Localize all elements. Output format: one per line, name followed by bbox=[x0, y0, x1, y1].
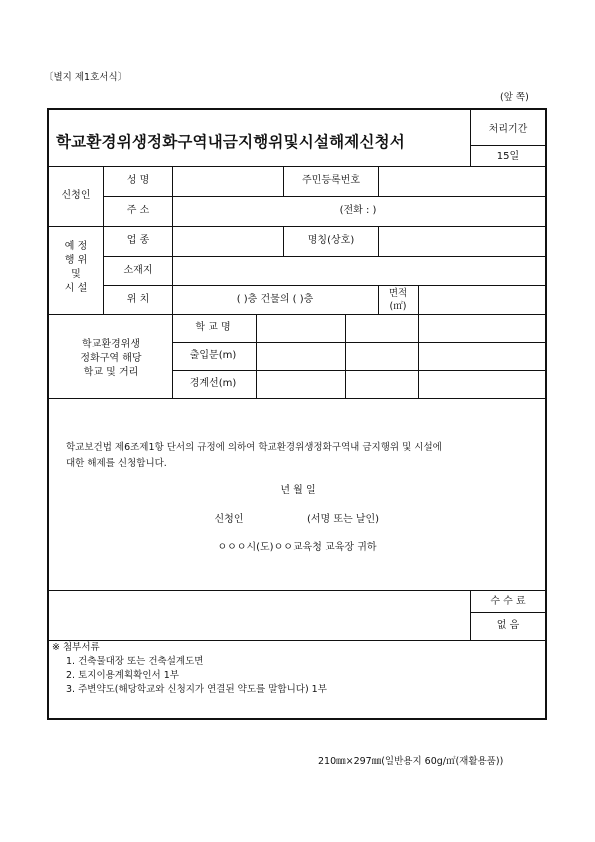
school-name-field-1[interactable] bbox=[258, 316, 343, 340]
form-title: 학교환경위생정화구역내금지행위및시설해제신청서 bbox=[56, 133, 405, 151]
business-name-label: 명칭(상호) bbox=[307, 235, 355, 246]
boundary-distance-field-3[interactable] bbox=[420, 372, 544, 396]
school-name-field-2[interactable] bbox=[347, 316, 416, 340]
statement-line-1: 학교보건법 제6조제1항 단서의 규정에 의하여 학교환경위생정화구역내 금지행위 및 시설에 bbox=[66, 442, 442, 453]
business-name-field[interactable] bbox=[380, 228, 544, 254]
facility-section-label: 예 정 행 위 및 시 설 bbox=[64, 241, 88, 294]
location-field[interactable] bbox=[174, 258, 544, 283]
form-code: 〔별지 제1호서식〕 bbox=[44, 72, 128, 83]
processing-period-value: 15일 bbox=[496, 151, 520, 162]
addressee: ㅇㅇㅇ시(도)ㅇㅇ교육청 교육장 귀하 bbox=[217, 542, 377, 553]
attachment-item: 2. 토지이용계획확인서 1부 bbox=[66, 670, 179, 681]
applicant-id-field[interactable] bbox=[380, 168, 544, 194]
gate-distance-field-1[interactable] bbox=[258, 344, 343, 368]
attachment-item: 1. 건축물대장 또는 건축설계도면 bbox=[66, 656, 204, 667]
applicant-name-field[interactable] bbox=[174, 168, 281, 194]
applicant-name-label: 성 명 bbox=[126, 175, 150, 186]
position-label: 위 치 bbox=[126, 294, 150, 305]
boundary-distance-field-1[interactable] bbox=[258, 372, 343, 396]
attachments-heading: ※ 첨부서류 bbox=[52, 642, 100, 653]
fee-value: 없 음 bbox=[496, 620, 520, 631]
gate-distance-field-2[interactable] bbox=[347, 344, 416, 368]
applicant-section-label: 신청인 bbox=[61, 190, 91, 201]
area-field[interactable] bbox=[420, 287, 544, 312]
business-type-field[interactable] bbox=[174, 228, 281, 254]
gate-distance-field-3[interactable] bbox=[420, 344, 544, 368]
boundary-distance-label: 경계선(m) bbox=[189, 378, 237, 389]
sign-or-seal-text: (서명 또는 날인) bbox=[306, 514, 380, 525]
applicant-phone-label: (전화 : ) bbox=[339, 205, 377, 216]
boundary-distance-field-2[interactable] bbox=[347, 372, 416, 396]
location-label: 소재지 bbox=[123, 265, 153, 276]
attachment-item: 3. 주변약도(해당학교와 신청지가 연결된 약도를 말합니다) 1부 bbox=[66, 684, 327, 695]
floor-text: ( )층 건물의 ( )층 bbox=[236, 294, 314, 305]
business-type-label: 업 종 bbox=[126, 235, 150, 246]
fee-label: 수 수 료 bbox=[490, 596, 526, 607]
applicant-id-label: 주민등록번호 bbox=[302, 175, 360, 186]
applicant-address-label: 주 소 bbox=[126, 205, 150, 216]
statement-line-2: 대한 해제를 신청합니다. bbox=[66, 458, 167, 469]
gate-distance-label: 출입문(m) bbox=[189, 350, 237, 361]
school-name-label: 학 교 명 bbox=[195, 322, 231, 333]
processing-period-label: 처리기간 bbox=[488, 124, 528, 135]
area-label: 면적 (㎡) bbox=[388, 288, 408, 312]
date-line: 년 월 일 bbox=[280, 485, 316, 496]
school-name-field-3[interactable] bbox=[420, 316, 544, 340]
paper-spec-footer: 210㎜×297㎜(일반용지 60g/㎡(재활용품)) bbox=[318, 756, 504, 767]
signer-label: 신청인 bbox=[214, 514, 244, 525]
page-side-label: (앞 쪽) bbox=[500, 92, 529, 103]
school-section-label: 학교환경위생 정화구역 해당 학교 및 거리 bbox=[80, 339, 142, 378]
